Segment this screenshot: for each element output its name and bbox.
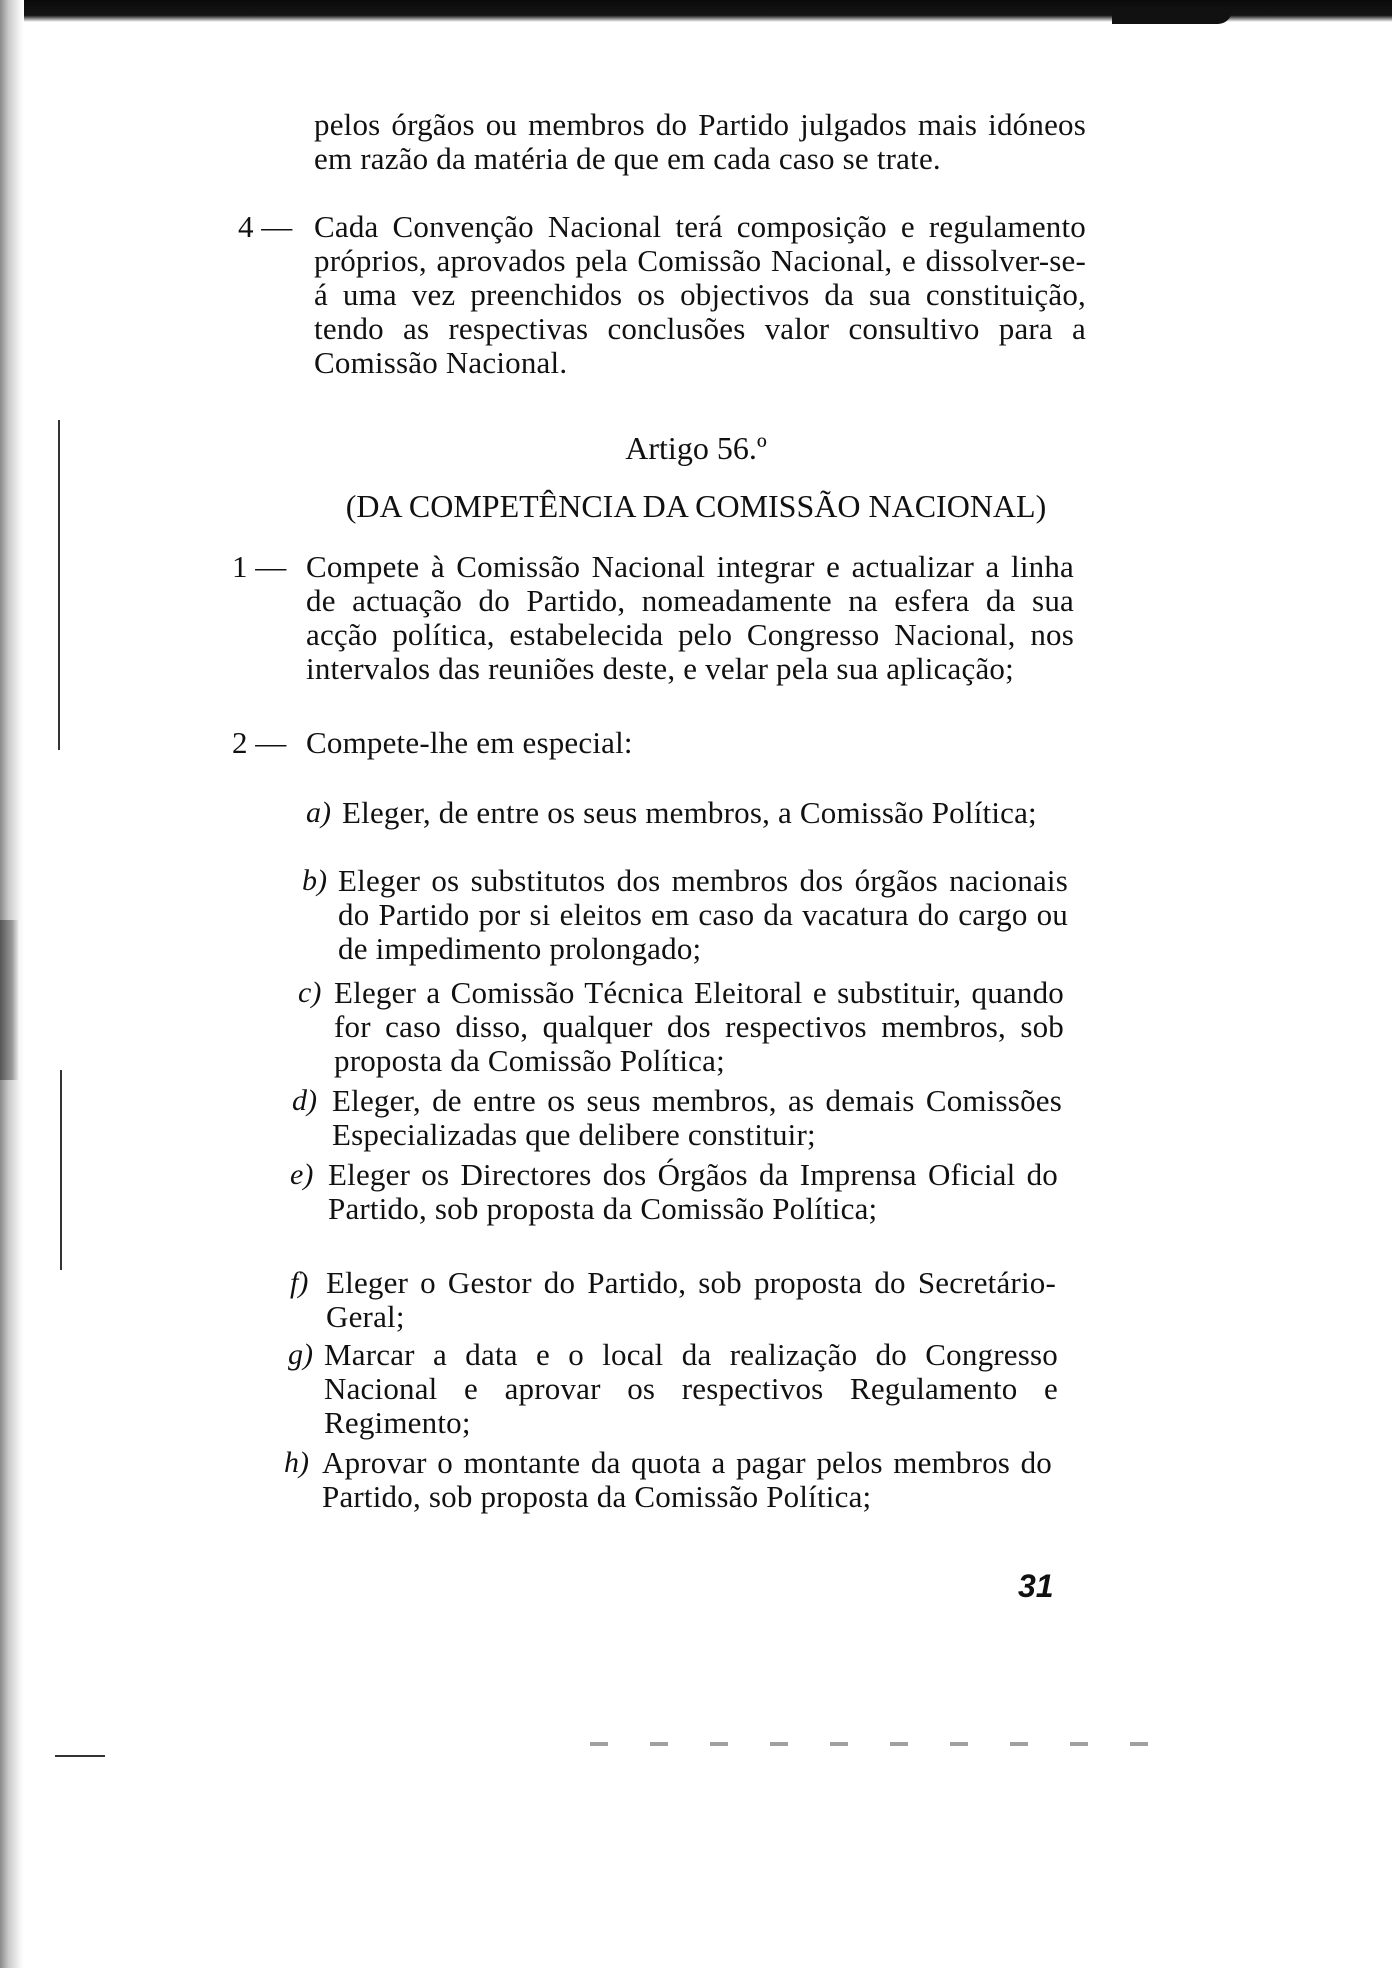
subitem-c-text: Eleger a Comissão Técnica Eleitoral e substituir, quando for caso disso, qualquer dos respectivos membros, sob proposta da Comissão Política; [334,975,1064,1078]
subitem-a-text: Eleger, de entre os seus membros, a Comissão Política; [342,795,1037,830]
item-4-text: Cada Convenção Nacional terá composição e regulamento próprios, aprovados pela Comissão Nacional, e dissolver-se-á uma vez preenchidos os objectivos da sua constituição, tendo as respectivas conclusões valor consultivo para a Comissão Nacional. [314,209,1086,380]
continuation-paragraph: pelos órgãos ou membros do Partido julgados mais idóneos em razão da matéria de que em cada caso se trate. [314,107,1086,176]
subitem-c-letter: c) [298,976,322,1009]
item-4-number: 4 — [238,209,293,244]
subitem-e-text: Eleger os Directores dos Órgãos da Imprensa Oficial do Partido, sob proposta da Comissão Política; [328,1157,1058,1226]
item-2-number: 2 — [232,725,287,760]
item-1-number: 1 — [232,549,287,584]
subitem-b-text: Eleger os substitutos dos membros dos órgãos nacionais do Partido por si eleitos em caso da vacatura do cargo ou de impedimento prolongado; [338,863,1068,966]
subitem-d-letter: d) [292,1084,317,1117]
item-2-text: Compete-lhe em especial: [306,725,633,760]
item-1-text: Compete à Comissão Nacional integrar e actualizar a linha de actuação do Partido, nomeadamente na esfera da sua acção política, estabelecida pelo Congresso Nacional, nos intervalos das reuniões deste, e velar pela sua aplicação; [306,549,1074,686]
subitem-b-letter: b) [302,864,327,897]
subitem-f-letter: f) [290,1266,309,1299]
subitem-h-letter: h) [284,1446,309,1479]
page-number: 31 [1018,1568,1054,1604]
subitem-e-letter: e) [290,1158,314,1191]
subitem-g-letter: g) [288,1338,313,1371]
article-heading: (DA COMPETÊNCIA DA COMISSÃO NACIONAL) [345,488,1047,524]
subitem-a-letter: a) [306,796,331,829]
subitem-f-text: Eleger o Gestor do Partido, sob proposta do Secretário-Geral; [326,1265,1056,1334]
subitem-g-text: Marcar a data e o local da realização do Congresso Nacional e aprovar os respectivos Regulamento e Regimento; [324,1337,1058,1440]
subitem-d-text: Eleger, de entre os seus membros, as demais Comissões Especializadas que delibere constituir; [332,1083,1062,1152]
article-number: Artigo 56.º [625,430,767,466]
subitem-h-text: Aprovar o montante da quota a pagar pelos membros do Partido, sob proposta da Comissão Política; [322,1445,1052,1514]
